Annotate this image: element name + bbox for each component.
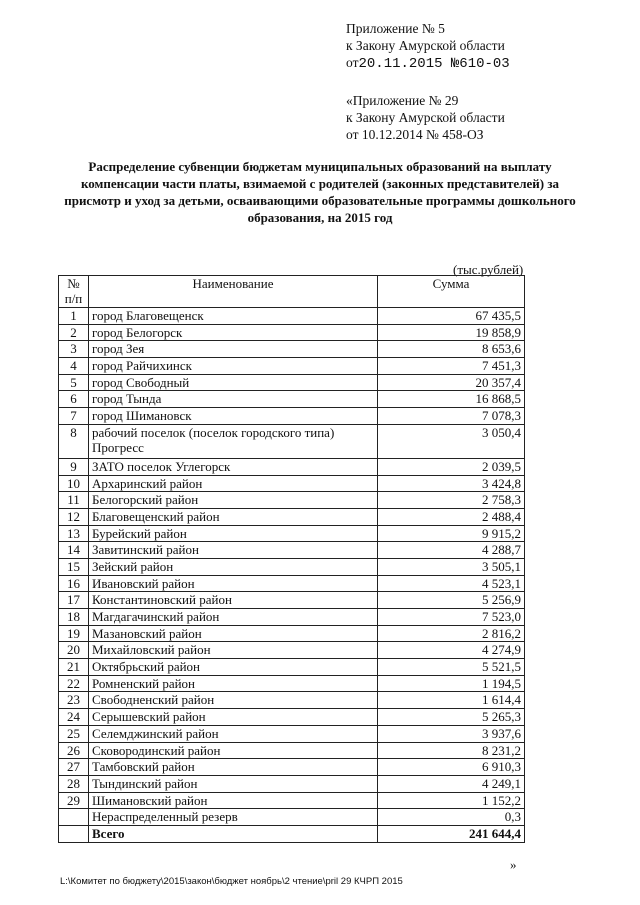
table-row [59, 525, 525, 542]
table-row [59, 492, 525, 509]
row-num: 14 [59, 542, 89, 559]
row-name: Свободненский район [89, 692, 378, 709]
row-num: 15 [59, 558, 89, 575]
table-row [59, 725, 525, 742]
row-sum: 4 288,7 [378, 542, 525, 559]
row-num: 7 [59, 408, 89, 425]
row-num: 10 [59, 475, 89, 492]
row-num: 28 [59, 775, 89, 792]
row-sum: 5 256,9 [378, 592, 525, 609]
table-row [59, 341, 525, 358]
row-sum: 3 937,6 [378, 725, 525, 742]
distribution-table [58, 275, 525, 843]
original-annex-date: от 10.12.2014 № 458-ОЗ [346, 127, 484, 142]
table-row [59, 408, 525, 425]
row-num: 5 [59, 374, 89, 391]
row-sum: 8 231,2 [378, 742, 525, 759]
row-name: Михайловский район [89, 642, 378, 659]
original-annex-header [346, 92, 505, 143]
row-name: Зейский район [89, 558, 378, 575]
table-row [59, 358, 525, 375]
row-name: Сковородинский район [89, 742, 378, 759]
table-row [59, 692, 525, 709]
row-name: Бурейский район [89, 525, 378, 542]
row-sum: 67 435,5 [378, 308, 525, 325]
table-row [59, 558, 525, 575]
table-row [59, 742, 525, 759]
row-sum: 7 523,0 [378, 609, 525, 626]
row-name: Завитинский район [89, 542, 378, 559]
row-sum: 16 868,5 [378, 391, 525, 408]
reserve-row [59, 809, 525, 826]
row-name: Тындинский район [89, 775, 378, 792]
header-name: Наименование [89, 276, 378, 308]
table-row [59, 308, 525, 325]
row-name: Тамбовский район [89, 759, 378, 776]
units-label: (тыс.рублей) [453, 262, 524, 277]
row-num: 4 [59, 358, 89, 375]
row-name: город Райчихинск [89, 358, 378, 375]
row-sum: 2 816,2 [378, 625, 525, 642]
row-name: рабочий поселок (поселок городского типа) Прогресс [89, 424, 378, 458]
row-name: Архаринский район [89, 475, 378, 492]
row-sum: 20 357,4 [378, 374, 525, 391]
row-num: 9 [59, 458, 89, 475]
row-num: 16 [59, 575, 89, 592]
reserve-name: Нераспределенный резерв [89, 809, 378, 826]
table-row [59, 642, 525, 659]
row-name: ЗАТО поселок Углегорск [89, 458, 378, 475]
row-sum: 3 505,1 [378, 558, 525, 575]
row-num: 20 [59, 642, 89, 659]
row-name: Магдагачинский район [89, 609, 378, 626]
table-row [59, 775, 525, 792]
reserve-num [59, 809, 89, 826]
table-row [59, 324, 525, 341]
row-sum: 9 915,2 [378, 525, 525, 542]
row-num: 3 [59, 341, 89, 358]
row-num: 26 [59, 742, 89, 759]
total-num [59, 825, 89, 842]
row-sum: 8 653,6 [378, 341, 525, 358]
row-sum: 2 488,4 [378, 508, 525, 525]
original-annex-number: «Приложение № 29 [346, 93, 459, 108]
table-row [59, 609, 525, 626]
row-num: 18 [59, 609, 89, 626]
row-name: Ивановский район [89, 575, 378, 592]
table-row [59, 625, 525, 642]
table-row [59, 659, 525, 676]
row-sum: 7 451,3 [378, 358, 525, 375]
table-row [59, 475, 525, 492]
table-row [59, 709, 525, 726]
row-num: 12 [59, 508, 89, 525]
row-name: Благовещенский район [89, 508, 378, 525]
row-name: Белогорский район [89, 492, 378, 509]
table-body [59, 308, 525, 843]
table-row [59, 508, 525, 525]
row-sum: 1 194,5 [378, 675, 525, 692]
row-name: город Белогорск [89, 324, 378, 341]
row-name: город Свободный [89, 374, 378, 391]
table-row [59, 391, 525, 408]
row-name: Ромненский район [89, 675, 378, 692]
row-name: город Шимановск [89, 408, 378, 425]
row-name: город Тында [89, 391, 378, 408]
row-num: 29 [59, 792, 89, 809]
total-sum: 241 644,4 [378, 825, 525, 842]
row-num: 22 [59, 675, 89, 692]
row-sum: 3 424,8 [378, 475, 525, 492]
closing-quote: » [510, 857, 517, 872]
header-sum: Сумма [378, 276, 525, 308]
row-num: 17 [59, 592, 89, 609]
row-num: 13 [59, 525, 89, 542]
row-sum: 2 039,5 [378, 458, 525, 475]
row-name: Константиновский район [89, 592, 378, 609]
row-name: Мазановский район [89, 625, 378, 642]
header-num: № п/п [59, 276, 89, 308]
table-header-row [59, 276, 525, 308]
annex-law: к Закону Амурской области [346, 38, 505, 53]
row-num: 21 [59, 659, 89, 676]
row-num: 23 [59, 692, 89, 709]
table-row [59, 424, 525, 458]
row-sum: 5 521,5 [378, 659, 525, 676]
row-num: 1 [59, 308, 89, 325]
table-row [59, 792, 525, 809]
annex-date-number: 20.11.2015 №610-03 [358, 56, 510, 72]
row-sum: 7 078,3 [378, 408, 525, 425]
table-row [59, 542, 525, 559]
row-sum: 5 265,3 [378, 709, 525, 726]
row-sum: 3 050,4 [378, 424, 525, 458]
total-name: Всего [89, 825, 378, 842]
row-num: 25 [59, 725, 89, 742]
table-row [59, 675, 525, 692]
annex-number: Приложение № 5 [346, 21, 445, 36]
row-sum: 19 858,9 [378, 324, 525, 341]
table-row [59, 759, 525, 776]
row-sum: 6 910,3 [378, 759, 525, 776]
table-row [59, 592, 525, 609]
file-path-footer: L:\Комитет по бюджету\2015\закон\бюджет ноябрь\2 чтение\pril 29 КЧРП 2015 [60, 876, 403, 887]
row-num: 19 [59, 625, 89, 642]
table-row [59, 374, 525, 391]
row-sum: 1 614,4 [378, 692, 525, 709]
row-num: 11 [59, 492, 89, 509]
row-num: 2 [59, 324, 89, 341]
table-row [59, 575, 525, 592]
document-title: Распределение субвенции бюджетам муниципальных образований на выплату компенсации части платы, взимаемой с родителей (законных представителей) за присмотр и уход за детьми, осваивающими образовательные программы дошкольного образования, на 2015 год [64, 159, 576, 225]
reserve-sum: 0,3 [378, 809, 525, 826]
row-sum: 4 249,1 [378, 775, 525, 792]
row-sum: 4 523,1 [378, 575, 525, 592]
row-sum: 1 152,2 [378, 792, 525, 809]
annex-date-line [346, 54, 510, 73]
row-name: Серышевский район [89, 709, 378, 726]
row-name: Октябрьский район [89, 659, 378, 676]
row-num: 27 [59, 759, 89, 776]
row-name: Селемджинский район [89, 725, 378, 742]
original-annex-law: к Закону Амурской области [346, 110, 505, 125]
row-sum: 4 274,9 [378, 642, 525, 659]
row-sum: 2 758,3 [378, 492, 525, 509]
row-name: город Благовещенск [89, 308, 378, 325]
row-num: 6 [59, 391, 89, 408]
annex-header [346, 20, 510, 73]
annex-date-prefix: от [346, 55, 359, 70]
row-name: Шимановский район [89, 792, 378, 809]
row-num: 24 [59, 709, 89, 726]
row-num: 8 [59, 424, 89, 458]
table-row [59, 458, 525, 475]
row-name: город Зея [89, 341, 378, 358]
total-row [59, 825, 525, 842]
